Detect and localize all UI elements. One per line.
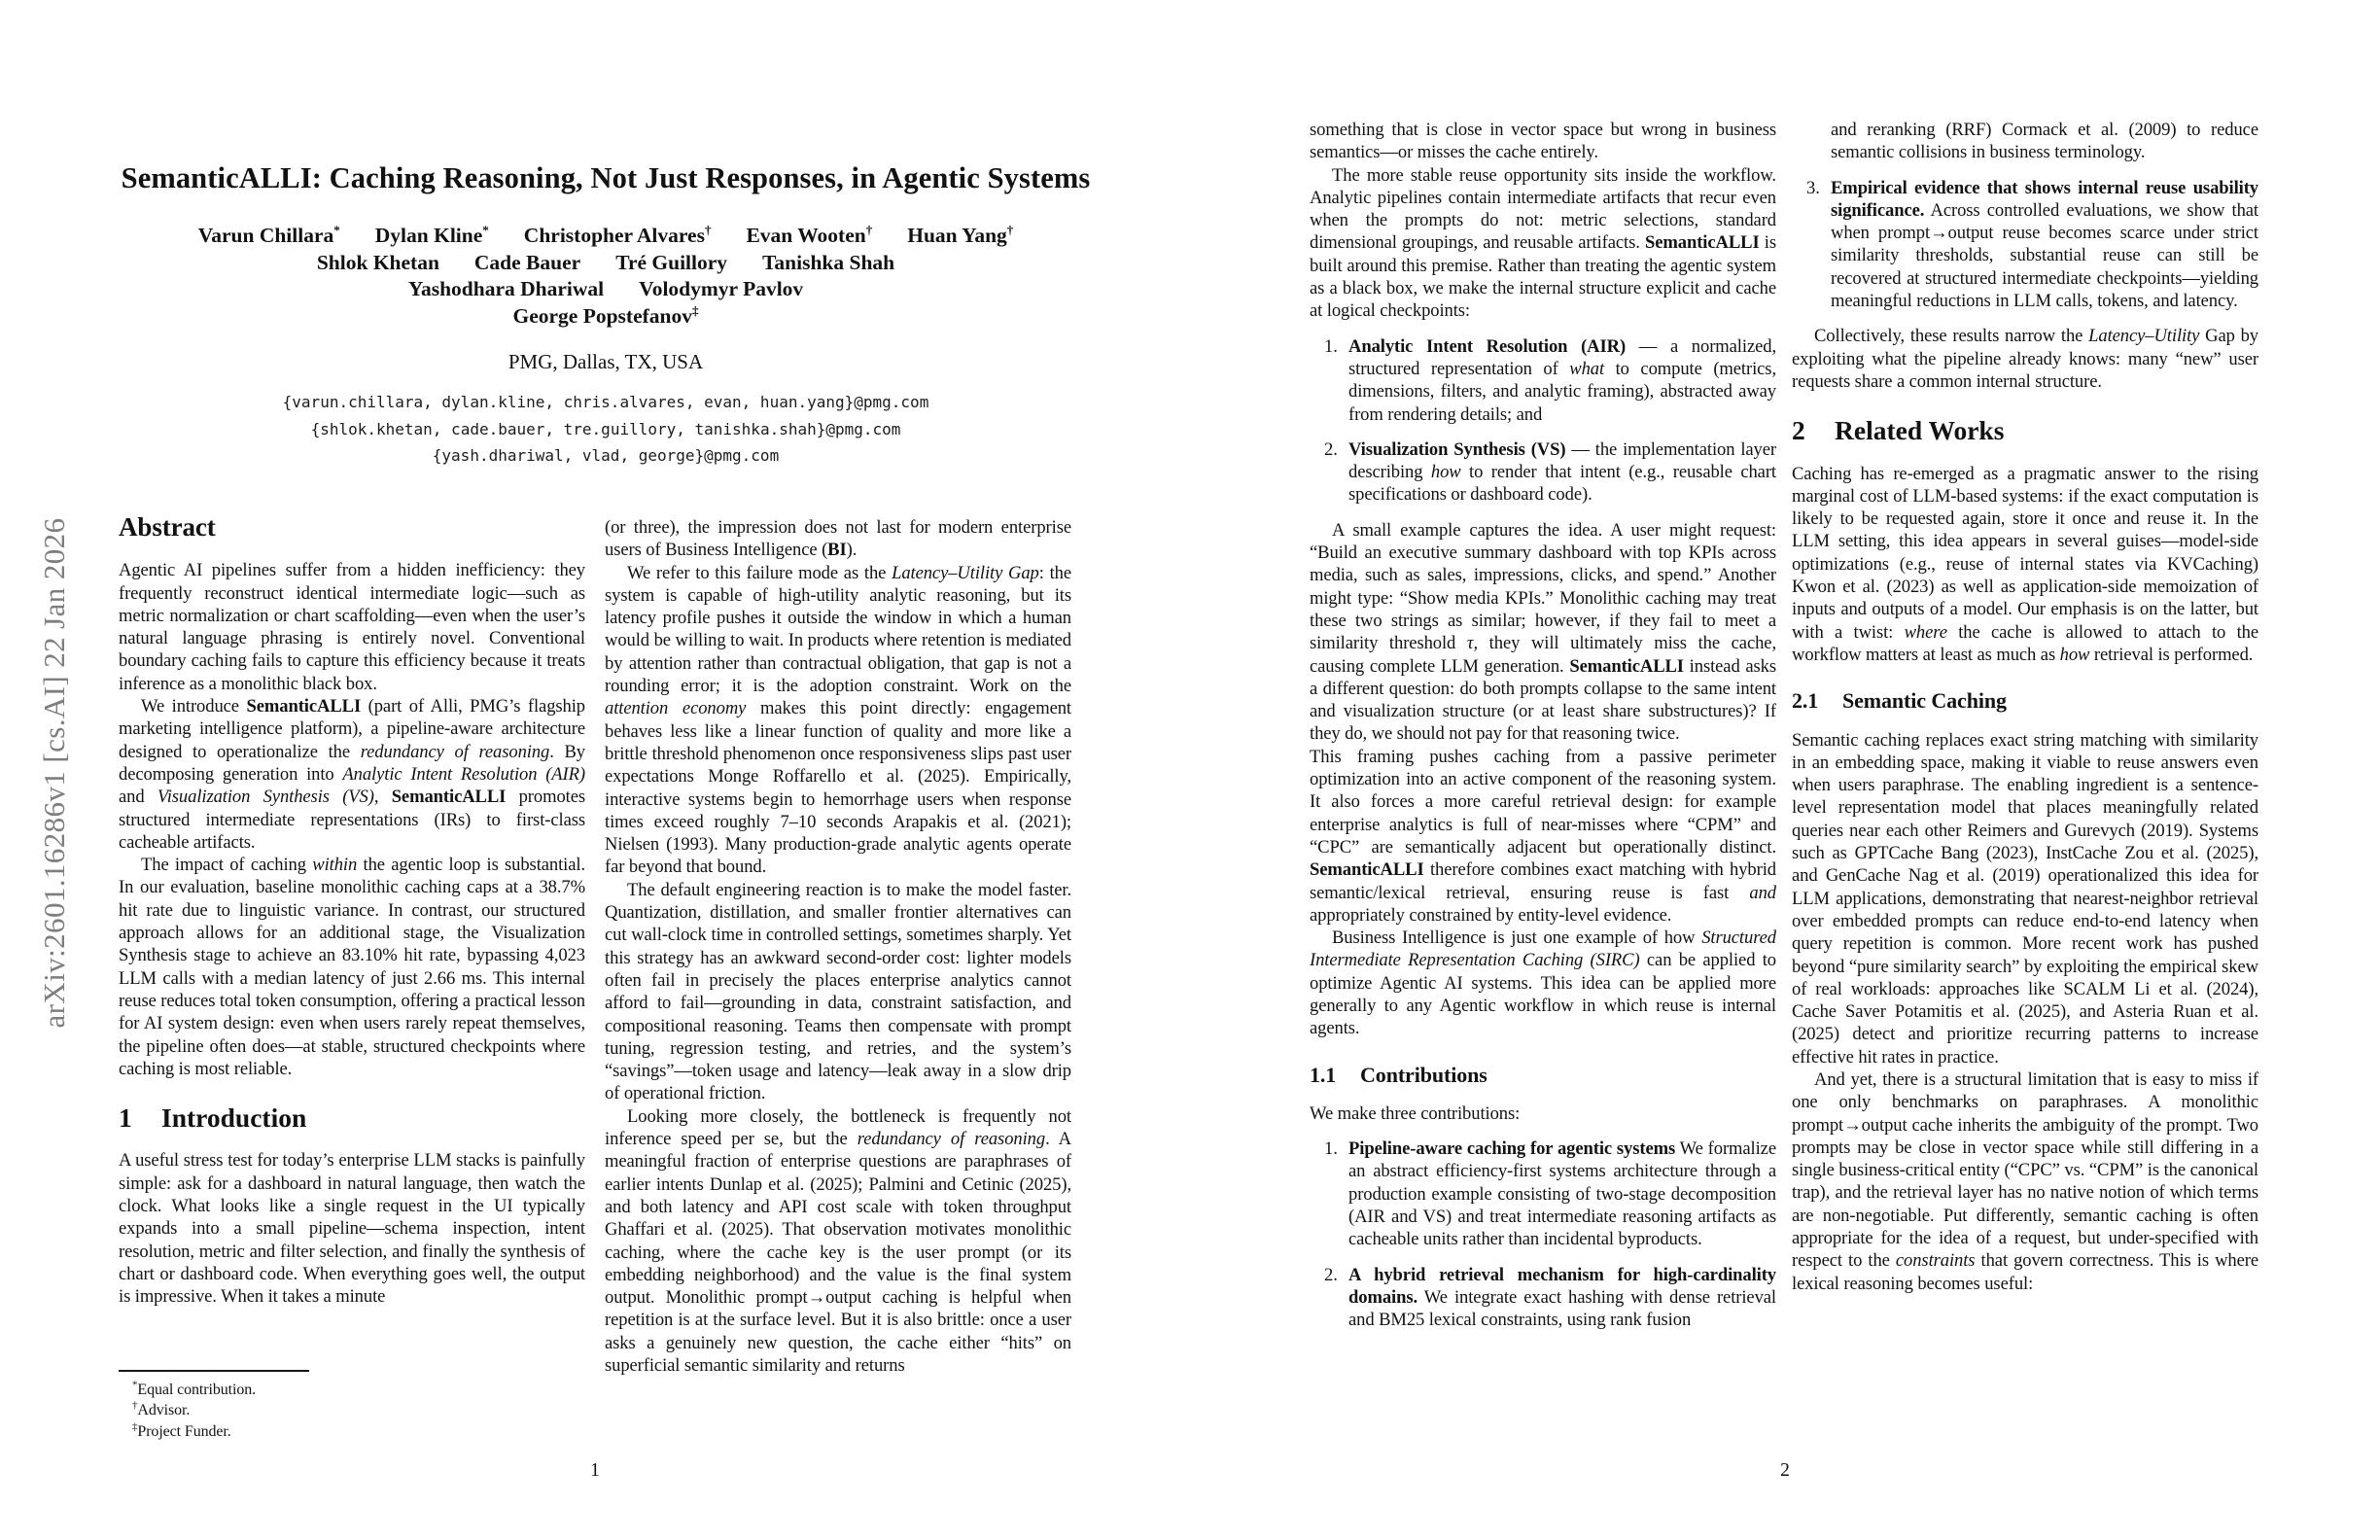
subsection-title: Semantic Caching xyxy=(1842,688,2007,714)
page2-column-left xyxy=(1310,119,1776,1345)
page-number-2: 2 xyxy=(1780,1460,1790,1481)
list-item-number: 1. xyxy=(1324,1138,1338,1160)
author-name: Varun Chillara* xyxy=(197,222,340,247)
list-item xyxy=(1310,1138,1776,1250)
arxiv-watermark: arXiv:2601.16286v1 [cs.AI] 22 Jan 2026 xyxy=(37,517,71,1029)
section-title: Related Works xyxy=(1835,415,2005,446)
paragraph: A small example captures the idea. A user might request: “Build an executive summary dashboard with top KPIs across media, such as sales, impressions, clicks, and spend.” Another might type: “Show media KPIs.” Monolithic caching may treat these two strings as similar; however, if they fail to meet a similarity threshold τ, they will ultimately miss the cache, causing complete LLM generation. SemanticALLI instead asks a different question: do both prompts collapse to the same intent and visualization structure (or at least share substructures)? If they do, we should not pay for that reasoning twice. xyxy=(1310,519,1777,745)
author-row xyxy=(89,303,1122,331)
section-heading xyxy=(119,1102,585,1134)
list-item-number: 2. xyxy=(1324,438,1338,460)
author-name: Yashodhara Dhariwal xyxy=(407,277,605,300)
subsection-heading xyxy=(1310,1064,1776,1086)
list-item xyxy=(1792,177,2258,313)
subsection-number: 1.1 xyxy=(1310,1062,1337,1087)
footnote: †Advisor. xyxy=(132,1399,191,1418)
email-block xyxy=(89,389,1122,470)
paragraph: We refer to this failure mode as the Latency–Utility Gap: the system is capable of high-utility analytic reasoning, but its latency profile pushes it outside the window in which a human would be willing to wait. In products where retention is mediated by attention rather than contractual obligation, that gap is not a rounding error; it is the adoption constraint. Work on the attention economy makes this point directly: engagement behaves less like a linear function of quality and more like a brittle threshold phenomenon once responsiveness slips past user expectations Monge Roffarello et al. (2025). Empirically, interactive systems begin to hemorrhage users when response times exceed roughly 7–10 seconds Arapakis et al. (2021); Nielsen (1993). Many production-grade analytic agents operate far beyond that bound. xyxy=(605,562,1072,878)
section-number: 1 xyxy=(119,1102,132,1134)
author-name: Christopher Alvares† xyxy=(523,222,712,247)
author-name: George Popstefanov‡ xyxy=(512,302,699,328)
list-item-number: 2. xyxy=(1324,1264,1338,1285)
list-item xyxy=(1310,438,1776,507)
list-item-number: 1. xyxy=(1324,335,1338,357)
paragraph: A useful stress test for today’s enterprise LLM stacks is painfully simple: ask for a dashboard in natural language, then watch the clock. What looks like a single request in the UI typically expands into a small pipeline—schema inspection, intent resolution, metric and filter selection, and finally the synthesis of chart or dashboard code. When everything goes well, the output is impressive. When it takes a minute xyxy=(119,1150,585,1308)
author-name: Tré Guillory xyxy=(615,250,728,274)
author-mark: † xyxy=(865,222,873,237)
paragraph: Looking more closely, the bottleneck is frequently not inference speed per se, but the redundancy of reasoning. A meaningful fraction of enterprise questions are paraphrases of earlier intents Dunlap et al. (2025); Palmini and Cetinic (2025), and both latency and API cost scale with token throughput Ghaffari et al. (2025). That observation motivates monolithic caching, where the cache key is the user prompt (or its embedding neighborhood) and the value is the final system output. Monolithic prompt→output caching is helpful when repetition is at the surface level. But it is also brittle: once a user asks a genuinely new question, the cache either “hits” on superficial semantic similarity and returns xyxy=(605,1105,1071,1376)
list-item xyxy=(1310,335,1776,426)
abstract-heading: Abstract xyxy=(119,512,216,542)
paragraph: The default engineering reaction is to make the model faster. Quantization, distillation, and smaller frontier alternatives can cut wall-clock time in controlled settings, sometimes sharply. Yet this strategy has an awkward second-order cost: lighter models often fail in precisely the places enterprise analytics cannot afford to fail—grounding in data, constraint satisfaction, and compositional reasoning. Teams then compensate with prompt tuning, regression testing, and retries, and the system’s “savings”—token usage and latency—leak away in a slow drip of operational friction. xyxy=(605,879,1071,1104)
author-name: Dylan Kline* xyxy=(374,222,489,247)
paragraph: The impact of caching within the agentic loop is substantial. In our evaluation, baseline monolithic caching caps at a 38.7% hit rate due to linguistic variance. In contrast, our structured approach allows for an additional stage, the Visualization Synthesis stage to achieve an 83.10% hit rate, bypassing 4,023 LLM calls with a median latency of just 2.66 ms. This internal reuse reduces total token consumption, offering a practical lesson for AI system design: even when users rarely repeat themselves, the pipeline often does—at stable, structured checkpoints where caching is most reliable. xyxy=(119,855,586,1079)
page1-column-right xyxy=(605,516,1071,1377)
footnote-mark: * xyxy=(132,1379,138,1391)
email-line: {varun.chillara, dylan.kline, chris.alvares, evan, huan.yang}@pmg.com xyxy=(282,393,929,411)
paragraph: something that is close in vector space but wrong in business semantics—or misses the cache entirely. xyxy=(1310,120,1776,163)
author-name: Cade Bauer xyxy=(473,250,581,274)
author-list xyxy=(89,223,1122,330)
list-item-continuation xyxy=(1792,119,2258,164)
page2-column-right xyxy=(1792,119,2258,1295)
footnote-mark: ‡ xyxy=(132,1420,138,1433)
author-mark: ‡ xyxy=(692,302,699,318)
section-title: Introduction xyxy=(161,1102,307,1134)
page-number-1: 1 xyxy=(590,1460,600,1481)
subsection-title: Contributions xyxy=(1360,1062,1488,1087)
paragraph: And yet, there is a structural limitation that is easy to miss if one only benchmarks on paraphrases. A monolithic prompt→output cache inherits the ambiguity of the prompt. Two prompts may be close in vector space while still differing in a single business-critical entity (“CPC” vs. “CPM” is the canonical trap), and the retrieval layer has no native notion of which terms are non-negotiable. Put differently, semantic caching is often appropriate for the idea of a request, but under-specified with respect to the constraints that govern correctness. This is where lexical reasoning becomes useful: xyxy=(1792,1068,2258,1294)
list-item-text: Visualization Synthesis (VS) — the implementation layer describing how to render that intent (e.g., reusable chart specifications or dashboard code). xyxy=(1348,438,1776,506)
paragraph: Semantic caching replaces exact string matching with similarity in an embedding space, making it viable to reuse answers even when users paraphrase. The enabling ingredient is a sentence-level representation model that places meaningfully related queries near each other Reimers and Gurevych (2019). Systems such as GPTCache Bang (2023), InstCache Zou et al. (2025), and GenCache Nag et al. (2019) operationalized this idea for LLM applications, demonstrating that nearest-neighbor retrieval over embedded prompts can reduce end-to-end latency when query repetition is common. More recent work has pushed beyond “pure similarity search” by exploiting the empirical skew of real workloads: approaches like SCALM Li et al. (2024), Cache Saver Potamitis et al. (2025), and Asteria Ruan et al. (2025) detect and prioritize recurring patterns to increase effective hit rates in practice. xyxy=(1792,729,2258,1068)
author-mark: * xyxy=(482,222,489,237)
list-item-text: and reranking (RRF) Cormack et al. (2009) to reduce semantic collisions in business terminology. xyxy=(1831,120,2258,163)
author-name: Huan Yang† xyxy=(907,222,1014,247)
author-name: Evan Wooten† xyxy=(746,222,873,247)
footnote: *Equal contribution. xyxy=(132,1379,257,1398)
page1-column-left xyxy=(119,512,586,1442)
section-heading xyxy=(1792,415,2258,446)
list-item-text: Pipeline-aware caching for agentic systems We formalize an abstract efficiency-first systems architecture through a production example consisting of two-stage decomposition (AIR and VS) and treat intermediate reasoning artifacts as cacheable units rather than incidental byproducts. xyxy=(1348,1138,1776,1250)
paragraph: Agentic AI pipelines suffer from a hidden inefficiency: they frequently reconstruct identical intermediate logic—such as metric normalization or chart scaffolding—even when the user’s natural language phrasing is entirely novel. Conventional boundary caching fails to capture this efficiency because it treats inference as a monolithic black box. xyxy=(119,560,585,694)
author-mark: † xyxy=(1006,222,1014,237)
author-row xyxy=(89,223,1122,250)
paper-title: SemanticALLI: Caching Reasoning, Not Just Responses, in Agentic Systems xyxy=(121,161,1091,194)
list-item-text: A hybrid retrieval mechanism for high-cardinality domains. We integrate exact hashing with dense retrieval and BM25 lexical constraints, using rank fusion xyxy=(1348,1264,1776,1331)
paragraph: Business Intelligence is just one example of how Structured Intermediate Representation Caching (SIRC) can be applied to optimize Agentic AI systems. This idea can be applied more generally to any Agentic workflow in which reuse is internal agents. xyxy=(1310,928,1776,1039)
paragraph: This framing pushes caching from a passive perimeter optimization into an active component of the reasoning system. It also forces a more careful retrieval design: for example enterprise analytics is full of near-misses where “CPM” and “CPC” are semantically adjacent but operationally distinct. SemanticALLI therefore combines exact matching with hybrid semantic/lexical retrieval, ensuring reuse is fast and appropriately constrained by entity-level evidence. xyxy=(1310,746,1776,926)
email-line: {yash.dhariwal, vlad, george}@pmg.com xyxy=(432,446,780,465)
list-item xyxy=(1310,1264,1776,1332)
section-number: 2 xyxy=(1792,415,1805,446)
title-block xyxy=(89,161,1122,470)
author-mark: * xyxy=(333,222,340,237)
author-name: Shlok Khetan xyxy=(316,250,439,274)
author-name: Volodymyr Pavlov xyxy=(639,277,804,300)
footnote: ‡Project Funder. xyxy=(132,1420,231,1440)
paragraph: The more stable reuse opportunity sits inside the workflow. Analytic pipelines contain intermediate artifacts that recur even when the prompts do not: metric selections, standard dimensional groupings, and reusable artifacts. SemanticALLI is built around this premise. Rather than treating the agentic system as a black box, we make the internal structure explicit and cache at logical checkpoints: xyxy=(1310,164,1776,322)
footnote-block xyxy=(119,1364,585,1443)
subsection-number: 2.1 xyxy=(1792,688,1819,714)
paragraph: Collectively, these results narrow the Latency–Utility Gap by exploiting what the pipeline already knows: many “new” user requests share a common internal structure. xyxy=(1792,326,2258,392)
subsection-heading xyxy=(1792,689,2258,712)
paragraph: (or three), the impression does not last for modern enterprise users of Business Intelligence (BI). xyxy=(605,517,1071,561)
paragraph: We make three contributions: xyxy=(1310,1102,1521,1124)
footnote-rule xyxy=(119,1370,309,1372)
email-line: {shlok.khetan, cade.bauer, tre.guillory, tanishka.shah}@pmg.com xyxy=(310,419,901,438)
footnote-mark: † xyxy=(132,1399,138,1412)
paragraph: Caching has re-emerged as a pragmatic answer to the rising marginal cost of LLM-based systems: if the exact computation is likely to be requested again, store it once and reuse it. In the LLM setting, this idea appears in several guises—model-side optimizations (e.g., reuse of internal states via KVCaching) Kwon et al. (2023) as well as application-side memoization of inputs and outputs of a model. Our emphasis is on the latter, but with a twist: where the cache is allowed to attach to the workflow matters at least as much as how retrieval is performed. xyxy=(1792,463,2259,665)
author-name: Tanishka Shah xyxy=(762,250,895,274)
author-row xyxy=(89,276,1122,303)
list-item-number: 3. xyxy=(1806,177,1820,198)
list-item-text: Empirical evidence that shows internal reuse usability significance. Across controlled evaluations, we show that when prompt→output reuse becomes scarce under strict similarity thresholds, substantial reuse can still be recovered at structured intermediate checkpoints—yielding meaningful reductions in LLM calls, tokens, and latency. xyxy=(1831,177,2258,312)
list-item-text: Analytic Intent Resolution (AIR) — a normalized, structured representation of what to compute (metrics, dimensions, filters, and analytic framing), abstracted away from rendering details; and xyxy=(1348,335,1776,425)
author-mark: † xyxy=(704,222,712,237)
author-row xyxy=(89,250,1122,277)
paragraph: We introduce SemanticALLI (part of Alli, PMG’s flagship marketing intelligence platform), a pipeline-aware architecture designed to operationalize the redundancy of reasoning. By decomposing generation into Analytic Intent Resolution (AIR) and Visualization Synthesis (VS), SemanticALLI promotes structured intermediate representations (IRs) to first-class cacheable artifacts. xyxy=(119,696,585,853)
affiliation: PMG, Dallas, TX, USA xyxy=(508,350,704,373)
